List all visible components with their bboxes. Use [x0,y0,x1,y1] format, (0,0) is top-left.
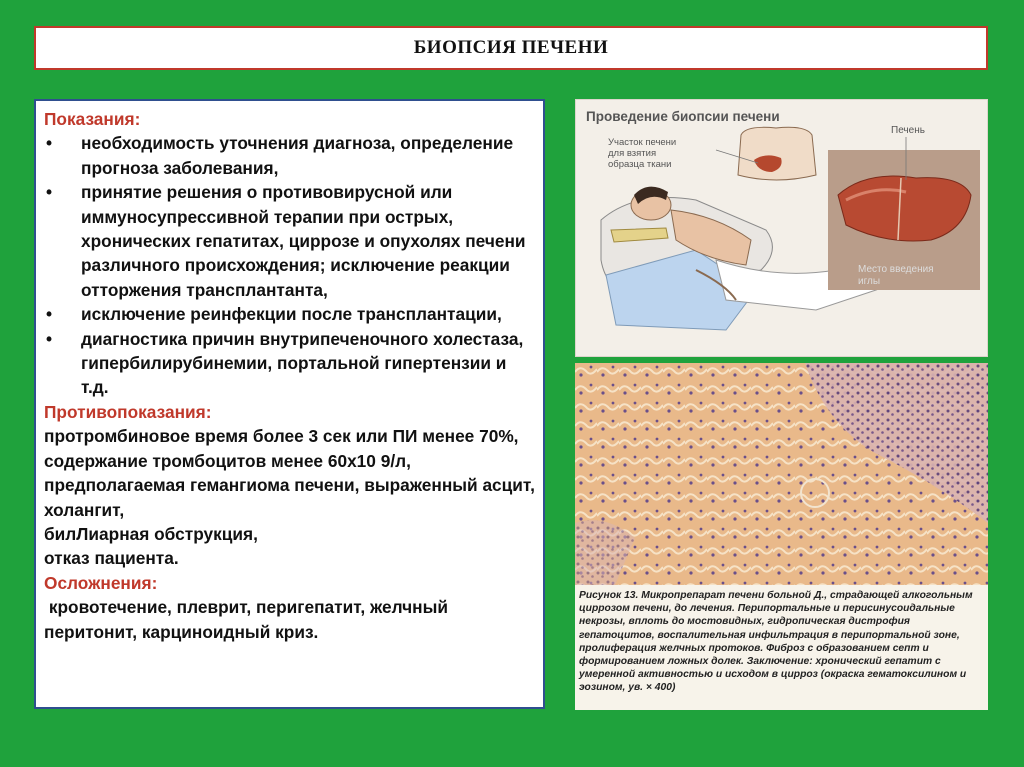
complications-heading: Осложнения: [44,572,158,593]
indication-item: • исключение реинфекции после трансплантации, [46,304,502,325]
label-liver: Печень [891,125,925,136]
slide-title: БИОПСИЯ ПЕЧЕНИ [413,37,609,58]
indication-item: • принятие решения о противовирусной или иммуносупрессивной терапии при острых, хронических гепатитах, циррозе и опухолях печени различного происхождения; исключение реакции отторжения трансплантанта, [46,182,526,300]
indication-item: • необходимость уточнения диагноза, определение прогноза заболевания, [46,133,514,178]
micrograph-image [575,363,988,585]
label-site: Участок печени для взятия образца ткани [608,137,677,170]
indication-item: • диагностика причин внутрипеченочного холестаза, гипербилирубинемии, портальной гипертензии и т.д. [46,328,524,398]
biopsy-illustration [575,99,988,357]
indications-list [44,131,535,399]
biopsy-illustration-drawing [576,100,988,357]
label-needle: Место введения иглы [858,264,934,287]
text-panel [34,99,545,709]
contraindications-line: протромбиновое время более 3 сек или ПИ менее 70%, содержание тромбоцитов менее 60х10 9/л, предполагаемая гемангиома печени, выраженный асцит, холангит, [44,426,535,520]
title-box [34,26,988,70]
liver-micrograph [575,363,988,710]
illustration-title: Проведение биопсии печени [586,109,780,124]
complications-text: кровотечение, плеврит, перигепатит, желчный перитонит, карциноидный криз. [44,597,453,642]
contraindications-heading: Противопоказания: [44,401,212,422]
contraindications-line: билЛиарная обструкция, [44,523,258,544]
micrograph-caption: Рисунок 13. Микропрепарат печени больной Д., страдающей алкогольным циррозом печени, до лечения. Перипортальные и перисинусоидальные некрозы, вплоть до мостовидных, гидропическая дистрофия гепатоцитов, воспалительная инфильтрация в перипортальной зоне, пролиферация желчных протоков. Фиброз с образованием септ и формированием ложных долек. Заключение: хронический гепатит с умеренной активностью и исходом в цирроз (окраска гематоксилином и эозином, ув. × 400) [579,590,973,694]
contraindications-line: отказ пациента. [44,548,179,569]
indications-heading: Показания: [44,109,141,129]
